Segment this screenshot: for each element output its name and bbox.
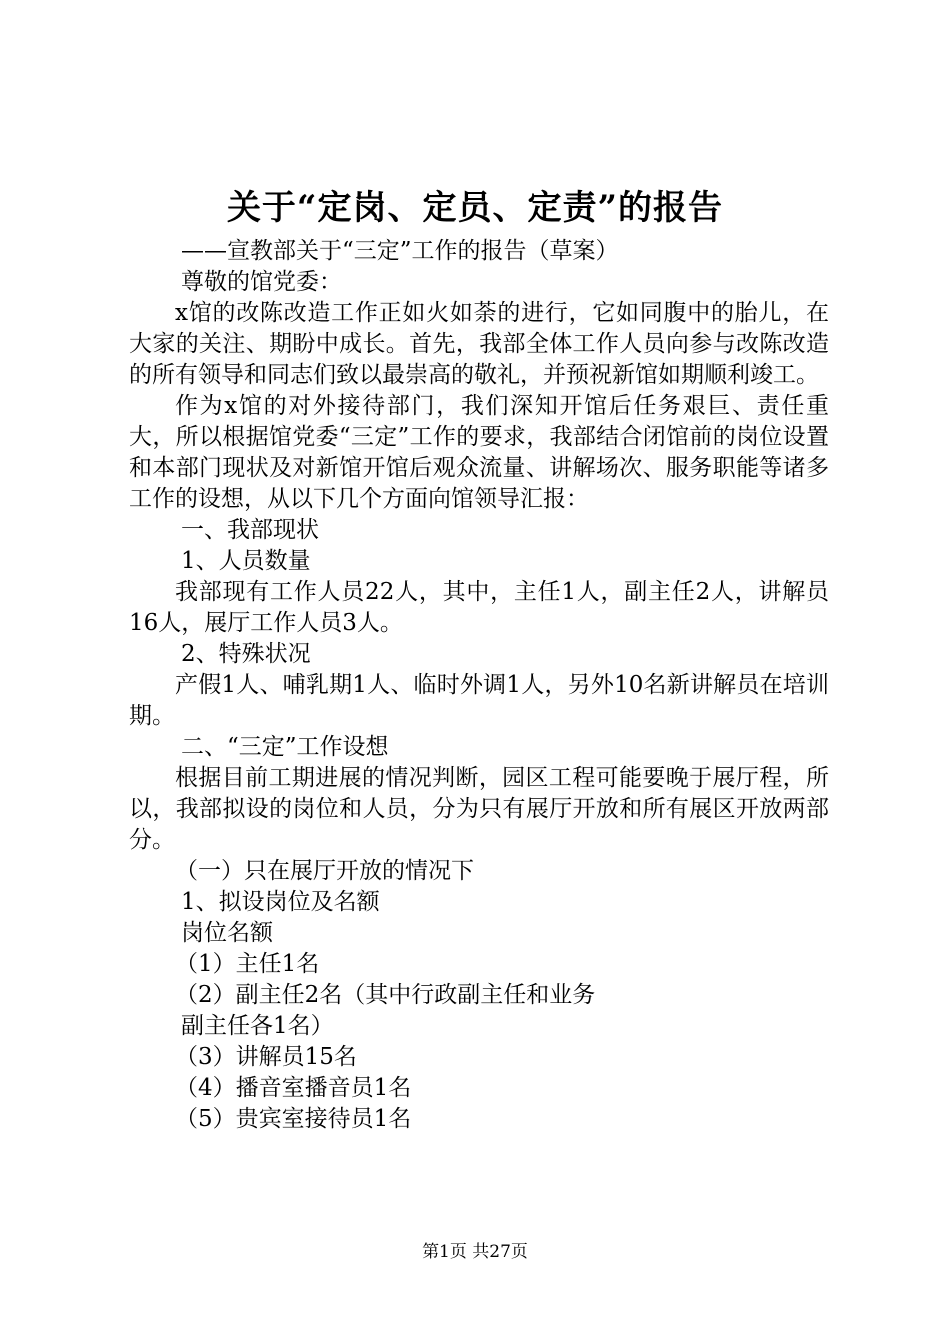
section-heading-1: 一、我部现状 [181,517,319,543]
list-item: （3）讲解员15名 [175,1044,357,1070]
paragraph-staff-count: 我部现有工作人员22人，其中，主任1人，副主任2人，讲解员16人，展厅工作人员3人。 [129,579,829,636]
document-title: 关于“定岗、定员、定责”的报告 [226,188,724,228]
subsection-heading-hall-only: （一）只在展厅开放的情况下 [175,858,474,884]
list-item-continuation: 副主任各1名） [181,1013,334,1039]
subsection-heading-positions: 1、拟设岗位及名额 [181,889,380,915]
quota-label: 岗位名额 [181,920,273,946]
subsection-heading-staff-count: 1、人员数量 [181,548,311,574]
document-body [129,236,829,1135]
section-heading-2: 二、“三定”工作设想 [181,734,389,760]
paragraph-plan: 根据目前工期进展的情况判断，园区工程可能要晚于展厅程，所以，我部拟设的岗位和人员，分为只有展厅开放和所有展区开放两部分。 [129,765,829,853]
list-item: （5）贵宾室接待员1名 [175,1106,412,1132]
list-item: （4）播音室播音员1名 [175,1075,412,1101]
subsection-heading-special-status: 2、特殊状况 [181,641,311,667]
page-footer: 第1页 共27页 [422,1242,528,1262]
document-subtitle: ——宣教部关于“三定”工作的报告（草案） [181,238,619,264]
paragraph-intro: x馆的改陈改造工作正如火如荼的进行，它如同腹中的胎儿，在大家的关注、期盼中成长。首先，我部全体工作人员向参与改陈改造的所有领导和同志们致以最崇高的敬礼，并预祝新馆如期顺利竣工。 [129,300,829,388]
list-item: （1）主任1名 [175,951,320,977]
list-item: （2）副主任2名（其中行政副主任和业务 [175,982,596,1008]
paragraph-purpose: 作为x馆的对外接待部门，我们深知开馆后任务艰巨、责任重大，所以根据馆党委“三定”工作的要求，我部结合闭馆前的岗位设置和本部门现状及对新馆开馆后观众流量、讲解场次、服务职能等诸多工作的设想，从以下几个方面向馆领导汇报： [129,393,829,512]
paragraph-special-status: 产假1人、哺乳期1人、临时外调1人，另外10名新讲解员在培训期。 [129,672,829,729]
salutation: 尊敬的馆党委： [181,269,342,295]
